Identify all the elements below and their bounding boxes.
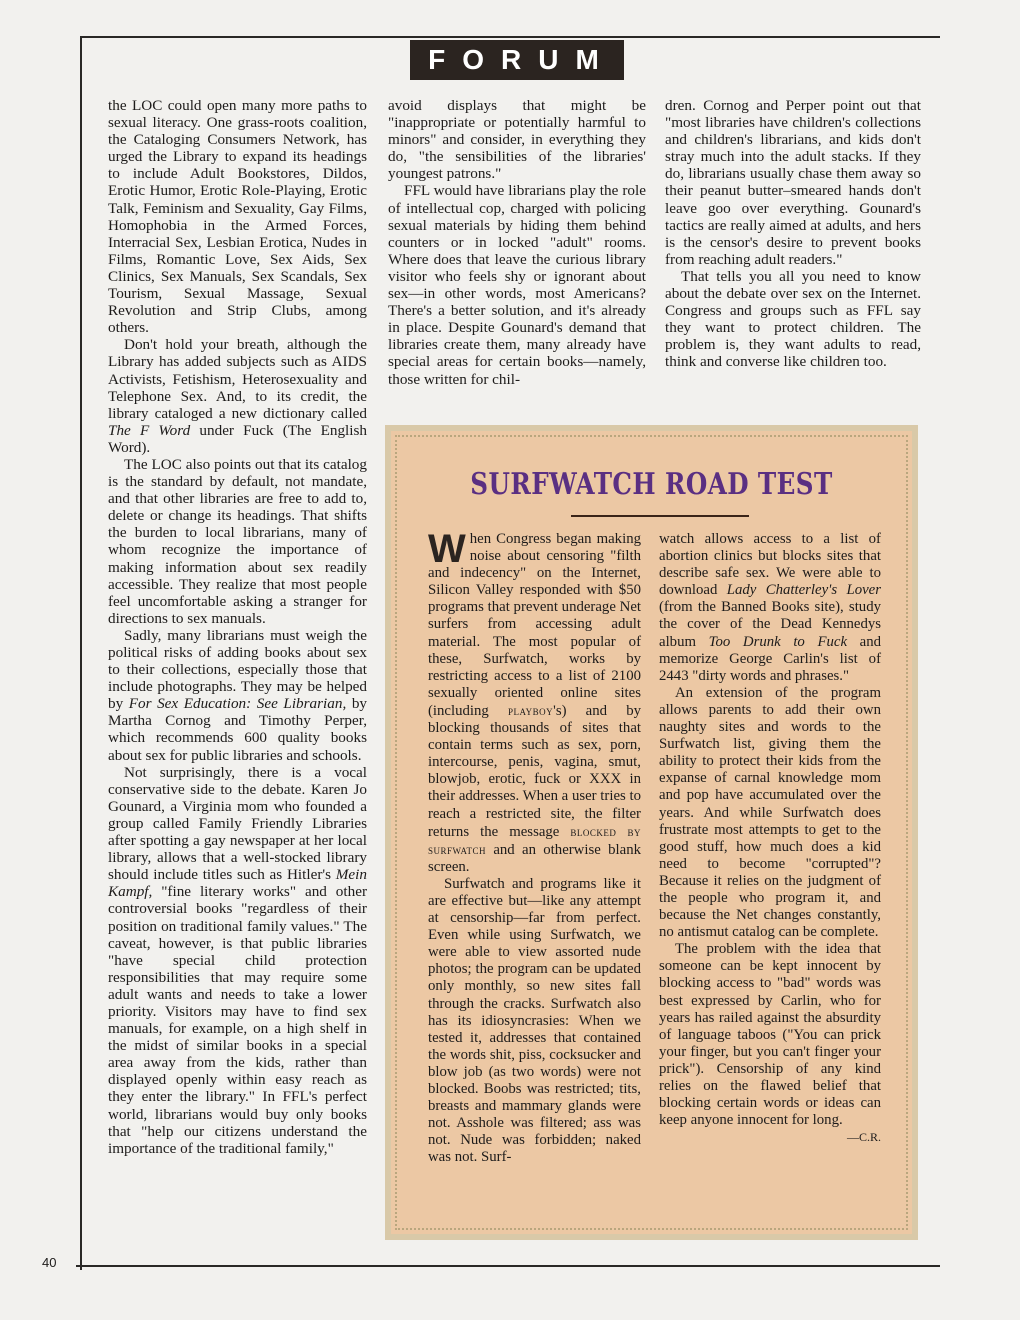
section-tag: FORUM (410, 40, 624, 80)
sidebar-column-1 (428, 527, 641, 1166)
paragraph: When Congress began making noise about censoring "filth and indecency" on the Internet, Silicon Valley responded with $50 programs that prevent underage Net surfers from accessing adult material. The most popular of these, Surfwatch, works by restricting access to a list of 2100 sexually oriented online sites (including playboy's) and by blocking thousands of sites that contain terms such as sex, porn, intercourse, penis, vagina, smut, blowjob, erotic, fuck or XXX in their addresses. When a user tries to reach a restricted site, the filter returns the message blocked by surfwatch and an otherwise blank screen. (428, 527, 641, 875)
paragraph: That tells you all you need to know about the debate over sex on the Internet. Congress and groups such as FFL say they want to protect children. The problem is, they want adults to read, think and converse like children too. (665, 267, 921, 371)
byline: —C.R. (846, 1130, 881, 1145)
paragraph: An extension of the program allows parents to add their own naughty sites and words to the Surfwatch list, giving them the ability to protect their kids from the expanse of carnal knowledge mom and pop have accumulated over the years. And while Surfwatch does frustrate most attempts to get to the good stuff, how much does a kid need to become "corrupted"? Because it relies on the judgment of the people who program it, and because the Net changes constantly, no antismut catalog can be complete. (659, 684, 881, 941)
paragraph: Not surprisingly, there is a vocal conservative side to the debate. Karen Jo Gounard, a Virginia mom who founded a group called Family Friendly Libraries after spotting a gay newspaper at her local library, allows that a well-stocked library should include titles such as Hitler's Mein Kampf, "fine literary works" and other controversial books "regardless of their position on traditional family values." The caveat, however, is that public libraries "have special child protection responsibilities that may require some adult wants and needs to take a lower priority. Visitors may have to find sex manuals, for example, on a high shelf in the midst of similar books in a special area away from the kids, rather than displayed openly within easy reach as they enter the library." In FFL's perfect world, librarians would buy only books that "help our citizens understand the importance of the traditional family," (108, 763, 368, 1157)
paragraph: Surfwatch and programs like it are effective but—like any attempt at censorship—far from perfect. Even while using Surfwatch, we were able to view assorted nude photos; the program can be updated only monthly, so new sites fall through the cracks. Surfwatch also has its idiosyncrasies: When we tested it, addresses that contained the words shit, piss, cocksucker and blow job (as two words) were not blocked. Boobs was restricted; tits, breasts and mammary glands were not. Asshole was filtered; ass was not. Nude was forbidden; naked was not. Surf- (428, 875, 641, 1166)
paragraph: avoid displays that might be "inappropriate or potentially harmful to minors" and consider, in everything they do, "the sensibilities of the libraries' youngest patrons." (388, 97, 646, 183)
paragraph: FFL would have librarians play the role of intellectual cop, charged with policing sexual materials by hiding them behind counters or in locked "adult" rooms. Where does that leave the curious library visitor who feels shy or ignorant about sex—in other words, most Americans? There's a better solution, and it's already in place. Despite Gounard's demand that libraries create them, many already have special areas for certain books—namely, those written for chil- (388, 182, 646, 388)
paragraph: The LOC also points out that its catalog is the standard by default, not mandate, and that other libraries are free to add to, delete or change its headings. That shifts the burden to local librarians, many of whom recognize the importance of making information about sex readily accessible. They realize that most people feel uncomfortable asking a stranger for directions to sex manuals. (108, 455, 367, 627)
paragraph: Sadly, many librarians must weigh the political risks of adding books about sex to their collections, especially those that include photographs. They may be helped by For Sex Education: See Librarian, by Martha Cornog and Timothy Perper, which recommends 600 quality books about sex for public libraries and schools. (108, 626, 368, 764)
paragraph: The problem with the idea that someone can be kept innocent by blocking access to "bad" words was best expressed by Carlin, who for years has railed against the absurdity of language taboos ("You can prick your finger, but you can't finger your prick"). Censorship of any kind relies on the flawed belief that blocking certain words or ideas can keep anyone innocent for long. —C.R. (659, 941, 881, 1129)
footer-rule (76, 1265, 940, 1267)
paragraph: the LOC could open many more paths to sexual literacy. One grass-roots coalition, the Cataloging Consumers Network, has urged the Library to expand its headings to include Adult Bookstores, Dildos, Erotic Humor, Erotic Role-Playing, Erotic Talk, Feminism and Sexuality, Gay Films, Homophobia in the Armed Forces, Interracial Sex, Lesbian Erotica, Nudes in Films, Romantic Love, Sex Aids, Sex Clinics, Sex Manuals, Sex Scandals, Sex Tourism, Sexual Massage, Sexual Revolution and Strip Clubs, among others. (108, 97, 367, 337)
drop-cap: W (428, 527, 466, 571)
article-column-2 (388, 97, 646, 388)
page-number: 40 (42, 1255, 57, 1270)
book-title: For Sex Education: See Librarian, (128, 695, 347, 713)
article-column-1 (108, 97, 367, 1157)
paragraph: dren. Cornog and Perper point out that "most libraries have children's collections and children's librarians, and kids don't stray much into the adult stacks. If they do, librarians usually chase them away so their peanut butter–smeared hands don't leave goo over everything. Gounard's tactics are really aimed at adults, and hers is the censor's desire to prevent books from reaching adult readers." (665, 97, 921, 268)
sidebar-column-2 (659, 531, 881, 1146)
paragraph: watch allows access to a list of abortion clinics but blocks sites that describe safe sex. We were able to download Lady Chatterley's Lover (from the Banned Books site), study the cover of the Dead Kennedys album Too Drunk to Fuck and memorize George Carlin's list of 2443 "dirty words and phrases." (659, 531, 882, 684)
book-title: Mein Kampf, (108, 866, 367, 901)
article-column-3 (665, 97, 921, 371)
sidebar-title: SURFWATCH ROAD TEST (470, 467, 833, 502)
sidebar-box (385, 425, 918, 1240)
paragraph: Don't hold your breath, although the Library has added subjects such as AIDS Activists, Fetishism, Heterosexuality and Telephone Sex. And, to its credit, the library cataloged a new dictionary called The F Word under Fuck (The English Word). (108, 336, 367, 456)
title-underline (571, 515, 749, 517)
book-title: The F Word (108, 421, 191, 439)
